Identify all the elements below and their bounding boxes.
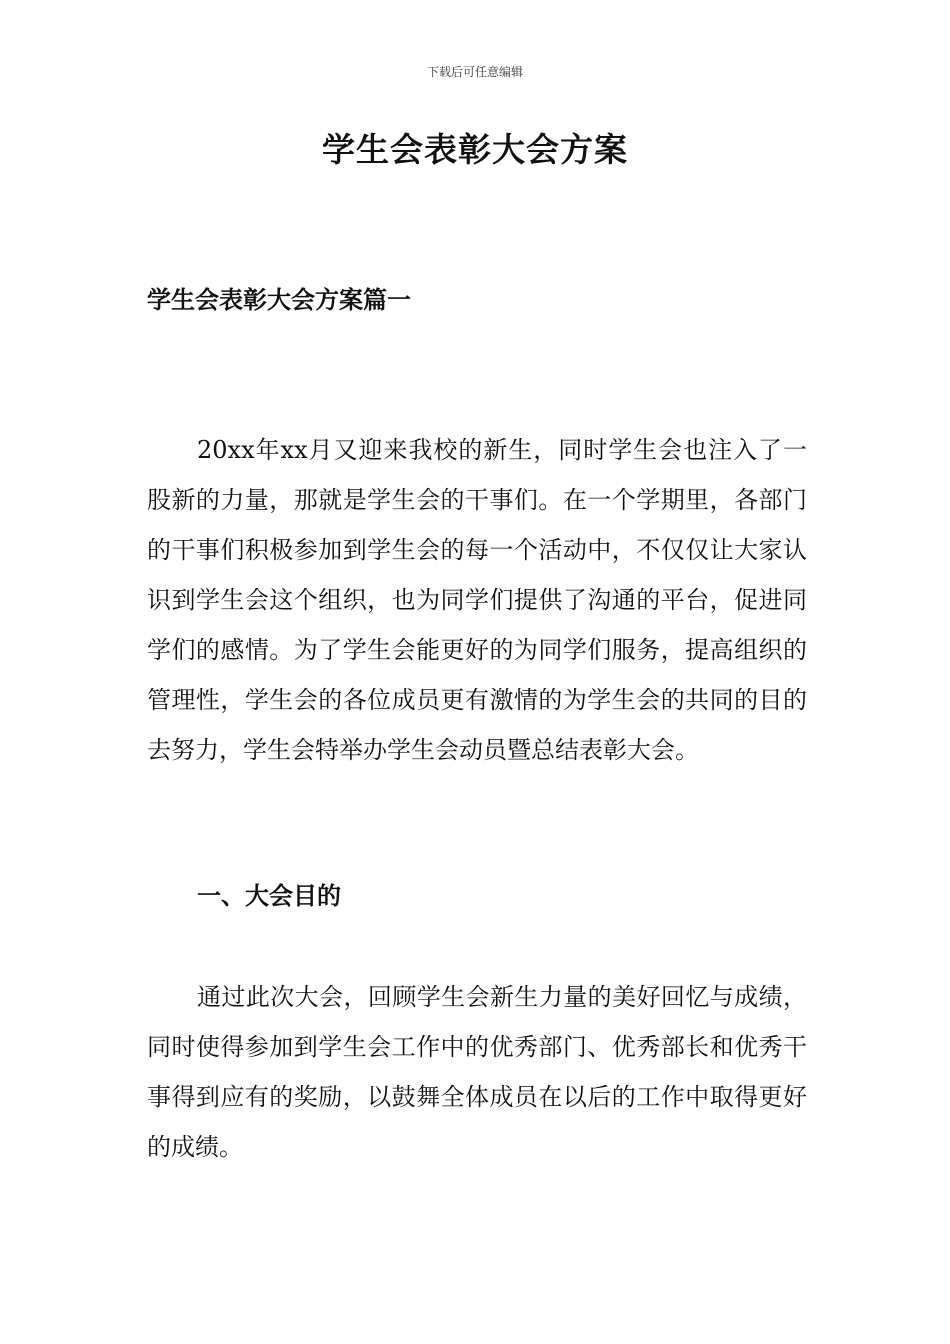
subheading-purpose: 一、大会目的 [197, 881, 341, 910]
purpose-paragraph: 通过此次大会，回顾学生会新生力量的美好回忆与成绩，同时使得参加到学生会工作中的优秀部门、优秀部长和优秀干事得到应有的奖励，以鼓舞全体成员在以后的工作中取得更好的成绩。 [147, 983, 807, 1161]
document-title: 学生会表彰大会方案 [322, 130, 628, 169]
header-note: 下载后可任意编辑 [426, 65, 523, 79]
section-heading: 学生会表彰大会方案篇一 [147, 285, 411, 314]
intro-paragraph: 20xx年xx月又迎来我校的新生，同时学生会也注入了一股新的力量，那就是学生会的干事们。在一个学期里，各部门的干事们积极参加到学生会的每一个活动中，不仅仅让大家认识到学生会这个组织，也为同学们提供了沟通的平台，促进同学们的感情。为了学生会能更好的为同学们服务，提高组织的管理性，学生会的各位成员更有激情的为学生会的共同的目的去努力，学生会特举办学生会动员暨总结表彰大会。 [147, 436, 807, 764]
